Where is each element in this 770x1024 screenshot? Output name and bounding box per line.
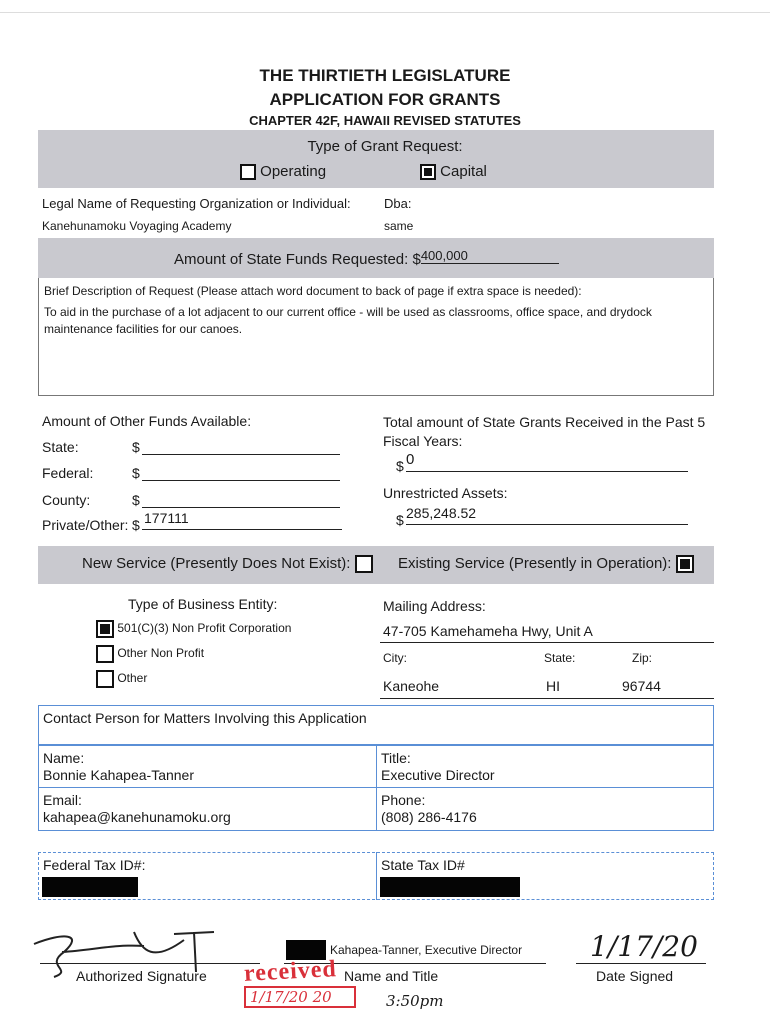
county-funds-field[interactable] (142, 491, 340, 508)
state-grants-dollar: $ (396, 458, 404, 474)
header-line-3: CHAPTER 42F, HAWAII REVISED STATUTES (249, 113, 521, 128)
contact-divider-h (38, 787, 714, 788)
state-label: State: (544, 651, 576, 665)
amount-requested-label (174, 248, 559, 268)
contact-name-label: Name: (43, 750, 85, 766)
federal-funds-label: Federal: (42, 465, 94, 481)
contact-phone-label: Phone: (381, 792, 426, 808)
contact-phone-value: (808) 286-4176 (381, 809, 477, 825)
capital-label: Capital (440, 163, 487, 180)
operating-checkbox[interactable] (240, 164, 256, 180)
name-title-label: Name and Title (344, 968, 439, 984)
state-tax-id-label: State Tax ID# (381, 857, 465, 873)
description-label: Brief Description of Request (Please attach word document to back of page if extra space is needed): (44, 284, 582, 298)
received-time: 3:50pm (386, 992, 444, 1010)
existing-service-option[interactable] (398, 555, 694, 573)
legal-name-label: Legal Name of Requesting Organization or Individual: (42, 196, 351, 211)
amount-requested-text: Amount of State Funds Requested: $ (174, 251, 421, 268)
new-service-option[interactable] (82, 555, 373, 573)
state-funds-field[interactable] (142, 438, 340, 455)
entity-other-nonprofit-label: Other Non Profit (117, 646, 205, 661)
zip-value: 96744 (622, 678, 661, 694)
private-funds-label: Private/Other: (42, 517, 129, 533)
contact-divider-v (376, 745, 377, 831)
entity-option-other-nonprofit[interactable] (96, 645, 204, 663)
contact-email-label: Email: (43, 792, 82, 808)
unrestricted-dollar: $ (396, 512, 404, 528)
amount-requested-value: 400,000 (421, 248, 559, 264)
state-tax-id-redaction (380, 877, 520, 897)
entity-option-501c3[interactable] (96, 620, 291, 638)
capital-option[interactable] (420, 163, 487, 180)
received-stamp (244, 958, 356, 1008)
contact-heading: Contact Person for Matters Involving this Application (43, 710, 367, 726)
dba-value: same (384, 219, 414, 233)
authorized-signature-label: Authorized Signature (76, 968, 207, 984)
new-service-checkbox[interactable] (355, 555, 373, 573)
entity-other-nonprofit-checkbox[interactable] (96, 645, 114, 663)
mailing-address-rule (380, 642, 714, 643)
operating-option[interactable] (240, 163, 326, 180)
operating-label: Operating (260, 163, 327, 180)
contact-title-label: Title: (381, 750, 411, 766)
tax-divider-v (376, 852, 377, 900)
zip-label: Zip: (632, 651, 653, 665)
county-funds-dollar: $ (132, 492, 140, 508)
date-signed-line (576, 963, 706, 964)
state-value: HI (546, 678, 560, 694)
name-title-value: Kahapea-Tanner, Executive Director (330, 943, 523, 957)
county-funds-label: County: (42, 492, 91, 508)
entity-other-label: Other (117, 671, 148, 686)
federal-tax-id-label: Federal Tax ID#: (43, 857, 146, 873)
date-signed-label: Date Signed (596, 968, 674, 984)
date-signed-value: 1/17/20 (590, 930, 698, 963)
city-label: City: (383, 651, 407, 665)
existing-service-label: Existing Service (Presently in Operation): (398, 555, 672, 572)
city-value: Kaneohe (383, 678, 440, 694)
contact-name-value: Bonnie Kahapea-Tanner (43, 767, 195, 783)
other-funds-label: Amount of Other Funds Available: (42, 413, 252, 429)
header-line-1: THE THIRTIETH LEGISLATURE (259, 66, 511, 85)
received-stamp-word: received (243, 956, 338, 987)
business-entity-label: Type of Business Entity: (128, 596, 278, 612)
state-funds-dollar: $ (132, 439, 140, 455)
state-grants-label: Total amount of State Grants Received in the Past 5 Fiscal Years: (383, 414, 706, 449)
existing-service-checkbox[interactable] (676, 555, 694, 573)
federal-funds-field[interactable] (142, 464, 340, 481)
state-grants-field[interactable]: 0 (406, 451, 688, 472)
received-stamp-date: 1/17/20 20 (244, 986, 356, 1008)
private-funds-dollar: $ (132, 517, 140, 533)
legal-name-value: Kanehunamoku Voyaging Academy (42, 219, 232, 233)
unrestricted-assets-label: Unrestricted Assets: (383, 485, 508, 501)
entity-option-other[interactable] (96, 670, 147, 688)
contact-title-value: Executive Director (381, 767, 495, 783)
mailing-address-label: Mailing Address: (383, 598, 486, 614)
federal-tax-id-redaction (42, 877, 138, 897)
entity-other-checkbox[interactable] (96, 670, 114, 688)
header-line-2: APPLICATION FOR GRANTS (269, 90, 501, 109)
description-text: To aid in the purchase of a lot adjacent to our current office - will be used as classrooms, office space, and drydock maintenance facilities for our canoes. (44, 305, 652, 336)
signature-line (40, 963, 260, 964)
new-service-label: New Service (Presently Does Not Exist): (82, 555, 351, 572)
private-funds-field[interactable]: 177111 (142, 510, 342, 530)
capital-checkbox[interactable] (420, 164, 436, 180)
grant-type-label: Type of Grant Request: (307, 138, 463, 155)
entity-501c3-checkbox[interactable] (96, 620, 114, 638)
top-edge-rule (0, 12, 770, 13)
state-funds-label: State: (42, 439, 79, 455)
entity-501c3-label: 501(C)(3) Non Profit Corporation (117, 621, 292, 636)
contact-email-value: kahapea@kanehunamoku.org (43, 809, 231, 825)
mailing-address-value: 47-705 Kamehameha Hwy, Unit A (383, 623, 593, 639)
city-state-zip-rule (380, 698, 714, 699)
federal-funds-dollar: $ (132, 465, 140, 481)
dba-label: Dba: (384, 196, 412, 211)
unrestricted-assets-field[interactable]: 285,248.52 (406, 505, 688, 525)
